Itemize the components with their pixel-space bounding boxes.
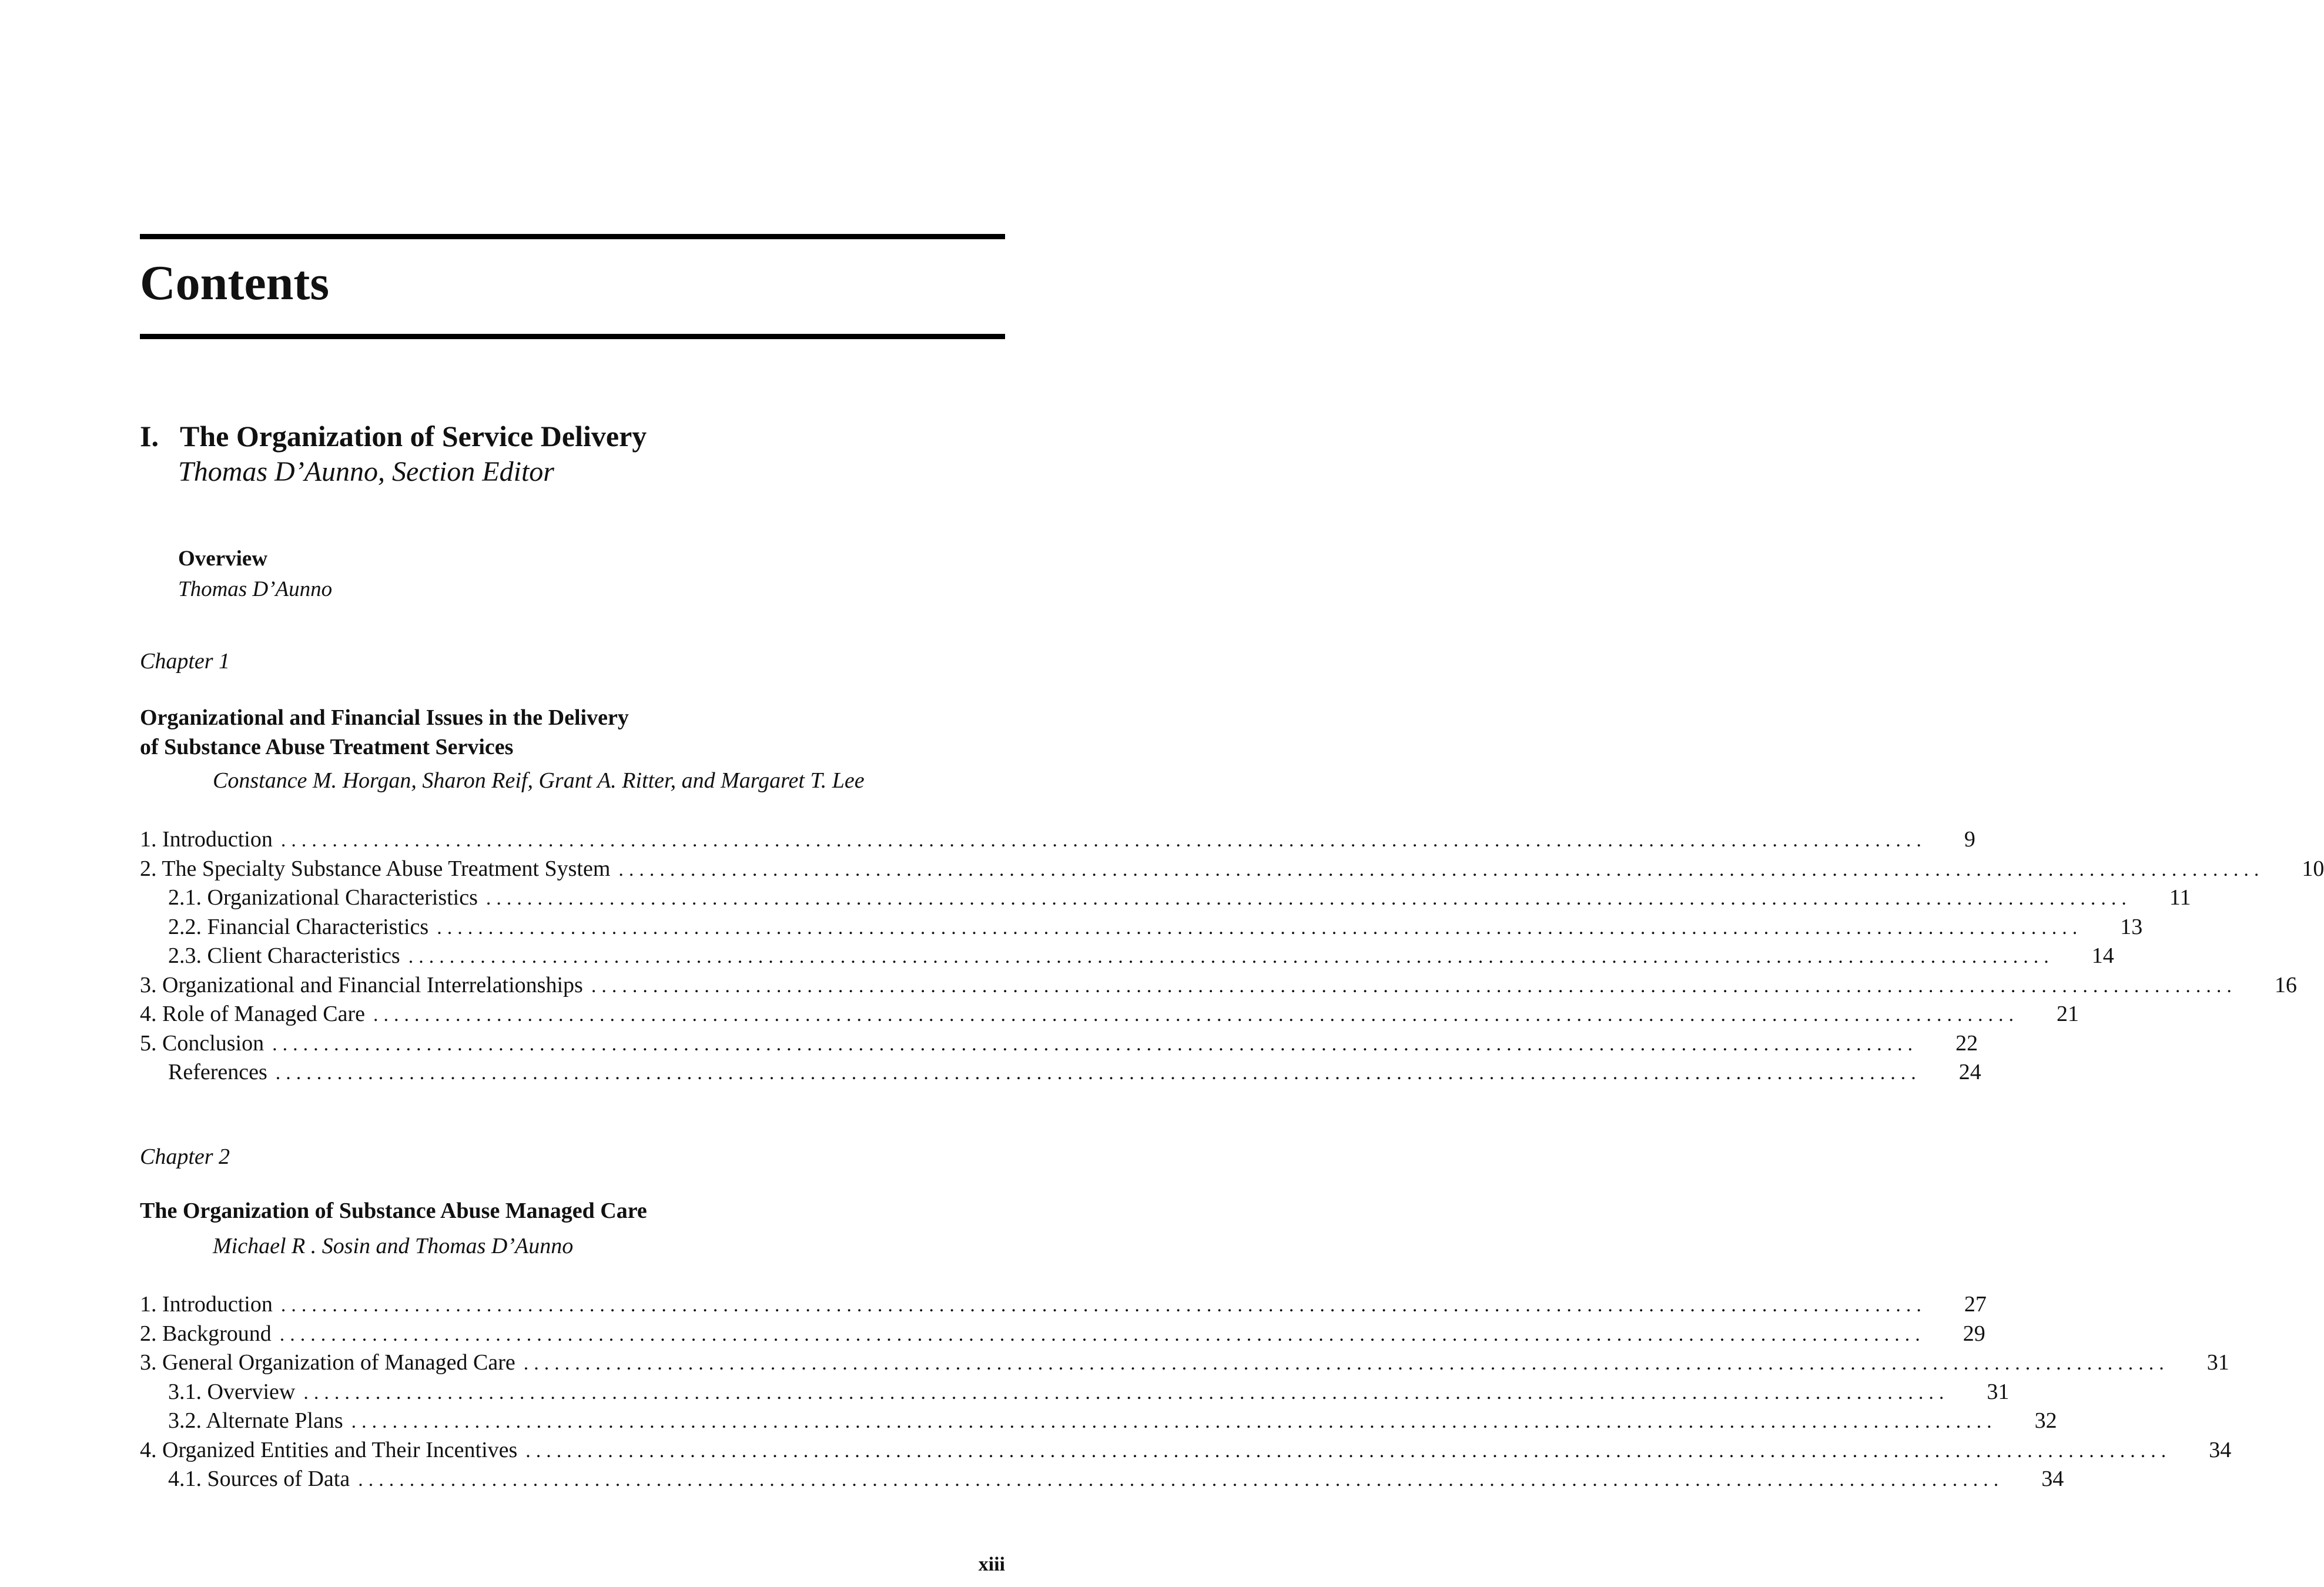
toc-leader: ................................................................................................................................................................ — [358, 1469, 2004, 1491]
overview-author: Thomas D’Aunno — [178, 577, 333, 601]
chapter-1-title-line2: of Substance Abuse Treatment Services — [140, 735, 514, 759]
toc-entry-label: 3. Organizational and Financial Interrelationships — [140, 972, 583, 997]
toc-leader: ................................................................................................................................................................ — [408, 946, 2054, 967]
toc-entry-label: 5. Conclusion — [140, 1030, 264, 1056]
toc-leader: ................................................................................................................................................................ — [525, 1439, 2172, 1462]
toc-entry[interactable] — [140, 913, 2143, 942]
chapter-1-label: Chapter 1 — [140, 649, 230, 674]
chapter-2-title[interactable] — [140, 1196, 647, 1226]
chapter-2-label: Chapter 2 — [140, 1144, 230, 1169]
toc-leader: ................................................................................................................................................................ — [280, 829, 1927, 851]
toc-entry[interactable] — [140, 883, 2191, 913]
toc-entry-label: 1. Introduction — [140, 1292, 273, 1317]
section-title-text: The Organization of Service Delivery — [180, 420, 647, 453]
toc-entry-page: 34 — [2041, 1467, 2064, 1491]
toc-entry-page: 31 — [2206, 1350, 2229, 1375]
toc-entry-page: 11 — [2169, 885, 2191, 910]
toc-entry-page: 22 — [1955, 1030, 1978, 1056]
toc-entry-page: 9 — [1964, 827, 1975, 852]
toc-leader: ................................................................................................................................................................ — [275, 1062, 1921, 1084]
toc-entry[interactable] — [140, 1290, 1987, 1320]
toc-entry[interactable] — [140, 1465, 2064, 1494]
toc-entry[interactable] — [140, 1348, 2229, 1378]
toc-entry-page: 10 — [2302, 856, 2324, 881]
toc-entry-page: 16 — [2274, 972, 2297, 997]
toc-entry-page: 27 — [1964, 1292, 1987, 1317]
toc-leader: ................................................................................................................................................................ — [485, 888, 2132, 909]
section-editor: Thomas D’Aunno, Section Editor — [178, 456, 554, 487]
toc-entry[interactable] — [140, 1058, 1981, 1087]
toc-entry-page: 34 — [2209, 1437, 2232, 1462]
toc-entry[interactable] — [140, 1436, 2232, 1465]
toc-leader: ................................................................................................................................................................ — [437, 916, 2083, 939]
chapter-1-title-line1: Organizational and Financial Issues in the Delivery — [140, 705, 629, 730]
toc-entry-page: 29 — [1963, 1321, 1985, 1346]
toc-entry-page: 14 — [2091, 943, 2114, 968]
toc-leader: ................................................................................................................................................................ — [272, 1033, 1918, 1055]
toc-entry[interactable] — [140, 942, 2114, 971]
section-number: I. — [140, 420, 159, 453]
page-number: xiii — [978, 1553, 1005, 1575]
toc-leader: ................................................................................................................................................................ — [523, 1352, 2169, 1374]
toc-leader: ................................................................................................................................................................ — [618, 858, 2265, 880]
toc-entry-label: 2. The Specialty Substance Abuse Treatment System — [140, 856, 611, 881]
toc-entry[interactable] — [140, 1320, 1985, 1349]
toc-entry-label: References — [168, 1060, 267, 1084]
toc-entry[interactable] — [140, 855, 2324, 884]
toc-entry-label: 2.2. Financial Characteristics — [168, 914, 429, 939]
chapter-1-authors: Constance M. Horgan, Sharon Reif, Grant A. Ritter, and Margaret T. Lee — [213, 768, 865, 793]
toc-entry[interactable] — [140, 1378, 2010, 1407]
toc-entry-page: 21 — [2057, 1002, 2079, 1026]
toc-entry-label: 2. Background — [140, 1321, 272, 1346]
toc-leader: ................................................................................................................................................................ — [591, 975, 2237, 997]
toc-entry-label: 1. Introduction — [140, 827, 273, 852]
toc-entry-label: 2.1. Organizational Characteristics — [168, 885, 478, 910]
top-rule — [140, 234, 1005, 239]
toc-leader: ................................................................................................................................................................ — [303, 1381, 1950, 1404]
page-title: Contents — [140, 256, 330, 310]
toc-entry-label: 3. General Organization of Managed Care — [140, 1350, 515, 1375]
toc-entry-page: 31 — [1987, 1379, 2010, 1404]
toc-entry-label: 4.1. Sources of Data — [168, 1467, 350, 1491]
toc-entry-label: 4. Role of Managed Care — [140, 1002, 366, 1026]
toc-entry-label: 3.1. Overview — [168, 1379, 296, 1404]
chapter-2-toc — [140, 1290, 2232, 1494]
toc-entry-page: 24 — [1958, 1060, 1981, 1084]
toc-entry[interactable] — [140, 1000, 2079, 1029]
toc-leader: ................................................................................................................................................................ — [279, 1323, 1925, 1345]
toc-entry-label: 2.3. Client Characteristics — [168, 943, 400, 968]
toc-entry-page: 13 — [2120, 914, 2143, 939]
toc-entry-label: 4. Organized Entities and Their Incentives — [140, 1437, 518, 1462]
section-title — [140, 419, 647, 453]
toc-entry[interactable] — [140, 1029, 1978, 1059]
chapter-2-title-line1: The Organization of Substance Abuse Managed Care — [140, 1198, 647, 1223]
overview-title[interactable]: Overview — [178, 547, 268, 571]
chapter-1-title[interactable] — [140, 703, 629, 762]
toc-entry[interactable] — [140, 1407, 2057, 1436]
toc-entry[interactable] — [140, 825, 1975, 855]
bottom-rule — [140, 334, 1005, 339]
toc-leader: ................................................................................................................................................................ — [280, 1294, 1927, 1316]
toc-entry[interactable] — [140, 971, 2297, 1000]
toc-entry-label: 3.2. Alternate Plans — [168, 1408, 343, 1433]
toc-leader: ................................................................................................................................................................ — [373, 1004, 2020, 1026]
toc-entry-page: 32 — [2034, 1408, 2057, 1433]
chapter-2-authors: Michael R . Sosin and Thomas D’Aunno — [213, 1234, 574, 1258]
chapter-1-toc — [140, 825, 2324, 1087]
toc-leader: ................................................................................................................................................................ — [351, 1411, 1997, 1432]
